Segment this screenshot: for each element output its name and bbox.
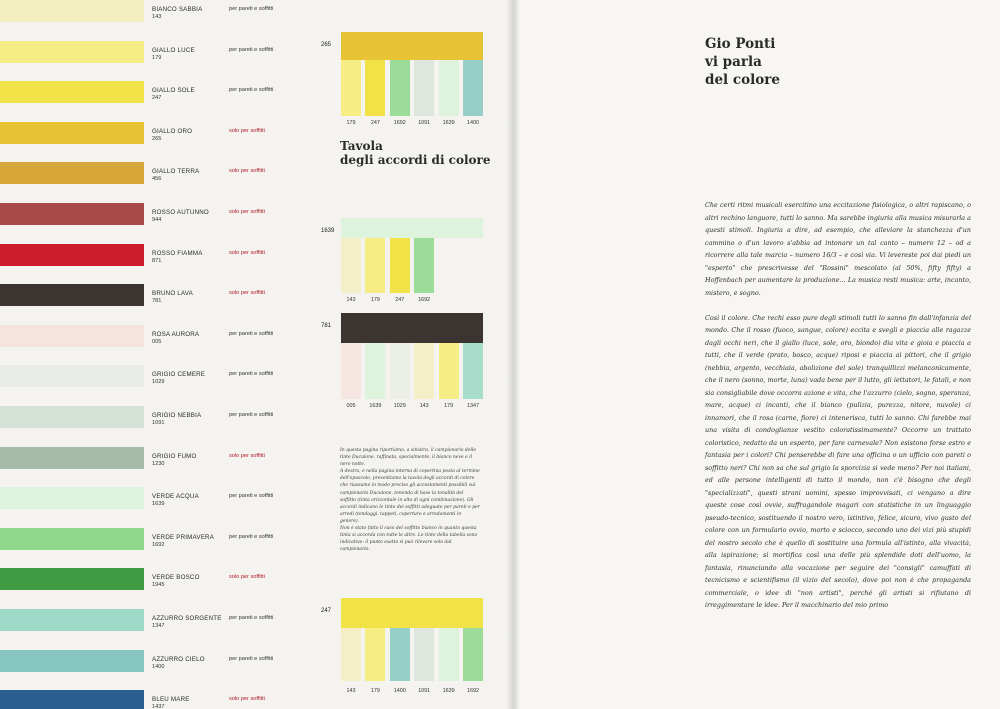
color-swatch [0, 447, 144, 469]
accord-cell [439, 60, 459, 116]
accord-cell-code: 143 [419, 403, 429, 409]
accord-cell-code: 143 [346, 688, 356, 694]
swatch-name: GIALLO ORO [152, 128, 193, 135]
swatch-usage: solo per soffitti [229, 128, 265, 134]
color-swatch [0, 162, 144, 184]
accord-cell [463, 628, 483, 681]
swatch-name: VERDE ACQUA [152, 493, 199, 500]
article-title-line: Gio Ponti [705, 36, 776, 52]
note-paragraph: Non è stato fatto il caso del soffitto bianco in quanto questa tinta si accorda con tutte le altre. Le tinte della tabella sono indicative: il punto esatto si può rilevare solo dal campionario. [340, 526, 478, 553]
accord-cell [414, 238, 434, 293]
accord-cell [463, 343, 483, 399]
swatch-usage: per pareti e soffitti [229, 371, 274, 377]
color-swatch [0, 325, 144, 347]
accord-cell-code: 179 [370, 297, 380, 303]
accord-cell-code: 1347 [467, 403, 479, 409]
swatch-name: BLEU MARE [152, 696, 190, 703]
swatch-code: 179 [152, 55, 162, 61]
article-title-line: vi parla [705, 54, 762, 70]
accord-cell [365, 238, 385, 293]
swatch-usage: solo per soffitti [229, 453, 265, 459]
accord-cell [390, 628, 410, 681]
accord-cell [365, 60, 385, 116]
accord-cell [365, 343, 385, 399]
swatch-code: 1692 [152, 542, 165, 548]
accord-cell [341, 60, 361, 116]
accord-cell [414, 628, 434, 681]
swatch-name: GRIGIO NEBBIA [152, 412, 202, 419]
swatch-name: AZZURRO SORGENTE [152, 615, 222, 622]
color-swatch [0, 81, 144, 103]
color-swatch [0, 41, 144, 63]
color-swatch [0, 0, 144, 22]
accord-cell [390, 60, 410, 116]
note-paragraph: In questa pagina riportiamo, a sinistra, il campionario delle tinte Duculone, raffinata, specialmente, il bianco neve e il nero notte. [340, 448, 476, 468]
tavola-title-line: Tavola [340, 139, 383, 153]
accord-cell [341, 343, 361, 399]
accord-key-code: 781 [321, 323, 332, 329]
color-swatch [0, 650, 144, 672]
color-swatch [0, 528, 144, 550]
accord-cell-code: 247 [395, 297, 405, 303]
accord-cell [390, 343, 410, 399]
accord-cell-code: 247 [370, 120, 380, 126]
swatch-name: GRIGIO FUMO [152, 453, 197, 460]
page-gutter [506, 0, 520, 709]
accord-key-code: 1639 [321, 228, 335, 234]
swatch-code: 1945 [152, 582, 165, 588]
swatch-name: GRIGIO CEMERE [152, 371, 206, 378]
swatch-code: 944 [152, 217, 162, 223]
swatch-usage: per pareti e soffitti [229, 615, 274, 621]
accord-key-code: 247 [321, 608, 332, 614]
accord-cell [414, 60, 434, 116]
swatch-name: GIALLO TERRA [152, 168, 200, 175]
tavola-title-line: degli accordi di colore [340, 153, 491, 167]
accord-cell [439, 343, 459, 399]
color-swatch [0, 568, 144, 590]
accord-cell-code: 1029 [393, 403, 406, 409]
swatch-name: VERDE PRIMAVERA [152, 534, 215, 541]
swatch-code: 1029 [152, 379, 165, 385]
accord-cell [365, 628, 385, 681]
color-swatch [0, 690, 144, 709]
swatch-usage: per pareti e soffitti [229, 87, 274, 93]
accord-cell [341, 238, 361, 293]
swatch-name: ROSA AURORA [152, 331, 200, 338]
swatch-code: 1437 [152, 704, 165, 709]
swatch-code: 1230 [152, 461, 165, 467]
swatch-code: 1347 [152, 623, 165, 629]
swatch-name: GIALLO LUCE [152, 47, 195, 54]
accord-key-code: 265 [321, 42, 332, 48]
swatch-usage: per pareti e soffitti [229, 47, 274, 53]
article-paragraph: Che certi ritmi musicali esercitino una eccitazione fisiologica, o altri rapiscano, o altri rechino languore, tutti lo sanno. Ma sarebbe ingiuria alla musica misurarla a questi stimoli. Ingiuria a dire, ad esempio, che alleviare la stanchezza d'un cammino o d'un lavoro s'abbia ad intonare un tal canto – numero 12 – od a ricorrere alla tale marcia – numero 16/3 – e così via. Vi levereste poi dai piedi un "esperto" che prescrivesse del "Rossini" mescolato (al 50%, fifty fifty) a Hoffenbach per aumentare la produzione... La musica resti musica: arte, incanto, mistero, e sogno. [705, 201, 971, 297]
color-swatch [0, 406, 144, 428]
swatch-usage: solo per soffitti [229, 168, 265, 174]
swatch-code: 143 [152, 14, 162, 20]
explanatory-note [340, 447, 480, 553]
swatch-code: 265 [152, 136, 162, 142]
accord-ceiling-color [341, 598, 483, 628]
accord-cell [390, 238, 410, 293]
swatch-usage: per pareti e soffitti [229, 6, 274, 12]
swatch-usage: per pareti e soffitti [229, 534, 274, 540]
accord-cell-code: 1400 [467, 120, 479, 126]
swatch-name: ROSSO FIAMMA [152, 250, 203, 257]
swatch-usage: per pareti e soffitti [229, 493, 274, 499]
swatch-usage: per pareti e soffitti [229, 331, 274, 337]
accord-cell-code: 179 [370, 688, 380, 694]
accord-cell-code: 005 [346, 403, 356, 409]
swatch-usage: solo per soffitti [229, 574, 265, 580]
accord-cell-code: 1400 [393, 688, 406, 694]
accord-cell-code: 1692 [418, 297, 431, 303]
swatch-usage: solo per soffitti [229, 209, 265, 215]
article-title-line: del colore [705, 72, 780, 88]
accord-cell-code: 1091 [418, 120, 431, 126]
color-swatch [0, 122, 144, 144]
article-paragraph: Così il colore. Che rechi esso pure degli stimoli tutti lo sanno fin dall'infanzia del mondo. Che il rosso (fuoco, sangue, colore) eccita e svegli e piaccia alle ragazze dagli occhi neri, che il giallo (luce, sole, oro, biondo) dia vita e gioia e piaccia a tutti, che il verde (prato, bosco, acque) riposi e piaccia ai pittori, che il grigio (nebbia, argento, vecchiaia, abolizione del sole) tranquillizzi melanconicamente, che il nero (sonno, morte, luna) vada bene per il lutto, gli iettatori, le fatali, e non sia consigliabile dove occorra azione e vita, che l'azzurro (cielo, sogno, speranza, mare, acque) ci incanti, che il bianco (pulizia, purezza, nitore, nuvole) ci innamori, che il rosa (carne, fiore) ci intenerisca, tutti lo sanno. Chi farebbe mai una visita di condoglianze vestito coloratissimamente? Occorre un trattato coloristico, redatto da un esperto, per fare carnevale? Non esistono forse estro e fantasia per i colori? Chi penserebbe di fare una officina o un ufficio con pareti o soffitto neri? Chi non sa che sul grigio la sporcizia si vede meno? Per noi italiani, ed alle persone intelligenti di tutto il mondo, non c'è bisogno che degli "specializzati", questi strani uomini, spesso improvvisati, ci vengano a dire queste cose così ovvie, suffragandole magari con statistiche in un linguaggio pseudo-tecnico, sostituendo il nostro vero, istintivo, felice, sicuro, vivo gusto del colore con un formulario ovvio, morto e sciocco, secondo uno dei vizi più stupidi del nostro secolo che è quello di sostituire una formula all'istinto, alla vivacità, alla ispirazione; si mortifica così una delle più splendide doti dell'uomo, la fantasia, rinunciando alla vocazione per seguire dei "consigli" camuffati di tecnicismo e scientifismo (il vizio del secolo), dove poi non è che propaganda commerciale, o idee di "non artisti", perché gli artisti si rifiutano di irreggimentare le idee. Per il macchinario del mio primo [705, 313, 971, 609]
tavola-title [340, 139, 491, 167]
swatch-name: BIANCO SABBIA [152, 6, 203, 13]
swatch-name: GIALLO SOLE [152, 87, 195, 94]
swatch-usage: solo per soffitti [229, 290, 265, 296]
swatch-code: 005 [152, 339, 162, 345]
accord-cell-code: 1692 [393, 120, 406, 126]
swatch-name: BRUNO LAVA [152, 290, 193, 297]
accord-cell-code: 1639 [369, 403, 382, 409]
accord-ceiling-color [341, 218, 483, 238]
accord-ceiling-color [341, 313, 483, 343]
color-swatch [0, 609, 144, 631]
accord-cell [414, 343, 434, 399]
swatch-code: 1400 [152, 664, 165, 670]
color-swatch [0, 487, 144, 509]
accord-cell-code: 1639 [442, 688, 455, 694]
article-title [705, 35, 780, 89]
color-swatch [0, 365, 144, 387]
accord-cell-code: 1639 [442, 120, 455, 126]
swatch-name: VERDE BOSCO [152, 574, 200, 581]
color-swatch [0, 284, 144, 306]
swatch-code: 247 [152, 95, 162, 101]
accord-ceiling-color [341, 32, 483, 60]
accord-cell [341, 628, 361, 681]
accord-cell [463, 60, 483, 116]
color-swatch [0, 203, 144, 225]
swatch-code: 1639 [152, 501, 165, 507]
swatch-code: 781 [152, 298, 162, 304]
swatch-usage: solo per soffitti [229, 250, 265, 256]
swatch-code: 871 [152, 258, 162, 264]
accord-cell-code: 1692 [467, 688, 479, 694]
swatch-usage: per pareti e soffitti [229, 412, 274, 418]
swatch-code: 456 [152, 176, 162, 182]
note-paragraph: A destra, e nella pagina interna di copertina posta al termine dell'opuscolo, presentiamo la tavola degli accordi di colore che riassume in modo preciso gli accostamenti possibili sul campionario Duculone, tenendo di base la tonalità del soffitto (tinta orizzontale in alto di ogni combinazione). Gli accordi indicano le tinte dei soffitti adeguate per pareti e per arredi (tendaggi, tappeti, coperture e arredamenti in genere). [340, 469, 480, 524]
accord-cell-code: 179 [346, 120, 356, 126]
accord-cell-code: 143 [346, 297, 356, 303]
accord-cell-code: 179 [444, 403, 454, 409]
swatch-name: ROSSO AUTUNNO [152, 209, 209, 216]
color-swatch [0, 244, 144, 266]
accord-cell [439, 628, 459, 681]
swatch-code: 1091 [152, 420, 165, 426]
swatch-usage: per pareti e soffitti [229, 656, 274, 662]
swatch-usage: solo per soffitti [229, 696, 265, 702]
article-body [705, 199, 971, 624]
swatch-name: AZZURRO CIELO [152, 656, 205, 663]
accord-cell-code: 1091 [418, 688, 431, 694]
